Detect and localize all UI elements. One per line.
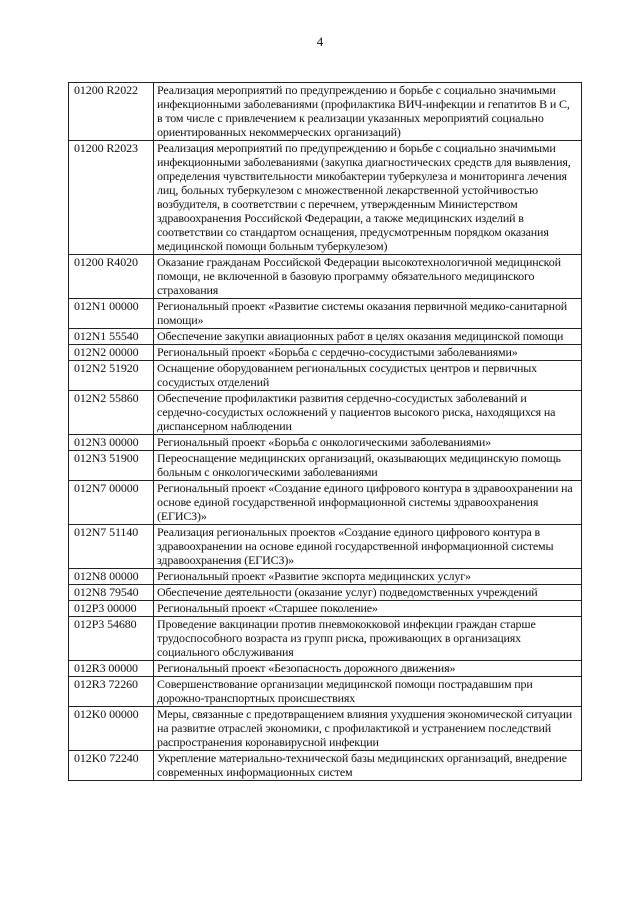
description-cell: Меры, связанные с предотвращением влияния ухудшения экономической ситуации на развитие отраслей экономики, с профилактикой и устранением последствий распространения коронавирусной инфекции [154,707,582,751]
table-row [69,391,582,435]
table-row [69,435,582,451]
table-row [69,751,582,781]
description-cell: Региональный проект «Развитие системы оказания первичной медико-санитарной помощи» [154,299,582,329]
description-cell: Реализация региональных проектов «Создание единого цифрового контура в здравоохранении на основе единой государственной информационной системы здравоохранения (ЕГИСЗ)» [154,525,582,569]
description-cell: Оснащение оборудованием региональных сосудистых центров и первичных сосудистых отделений [154,361,582,391]
description-cell: Реализация мероприятий по предупреждению и борьбе с социально значимыми инфекционными заболеваниями (закупка диагностических средств для выявления, определения чувствительности микобактерии туберкулеза и мониторинга лечения лиц, больных туберкулезом с множественной лекарственной устойчивостью возбудителя, в соответствии с перечнем, утвержденным Министерством здравоохранения Российской Федерации, а также медицинских изделий в соответствии со стандартом оснащения, предусмотренным порядком оказания медицинской помощи больным туберкулезом) [154,141,582,255]
table-row [69,141,582,255]
code-cell: 01200 R4020 [69,255,154,299]
description-cell: Региональный проект «Старшее поколение» [154,601,582,617]
table-row [69,617,582,661]
description-cell: Укрепление материально-технической базы медицинских организаций, внедрение современных информационных систем [154,751,582,781]
code-cell: 01200 R2022 [69,83,154,141]
code-cell: 012N7 51140 [69,525,154,569]
description-cell: Региональный проект «Борьба с онкологическими заболеваниями» [154,435,582,451]
code-cell: 012N2 00000 [69,345,154,361]
table-row [69,329,582,345]
code-cell: 012N1 00000 [69,299,154,329]
table-row [69,707,582,751]
code-cell: 012K0 00000 [69,707,154,751]
code-cell: 012N2 51920 [69,361,154,391]
code-cell: 012N2 55860 [69,391,154,435]
code-cell: 012N1 55540 [69,329,154,345]
description-cell: Региональный проект «Борьба с сердечно-сосудистыми заболеваниями» [154,345,582,361]
code-cell: 012N3 51900 [69,451,154,481]
page-number: 4 [316,34,324,49]
description-cell: Проведение вакцинации против пневмококковой инфекции граждан старше трудоспособного возраста из групп риска, проживающих в организациях социального обслуживания [154,617,582,661]
table-row [69,661,582,677]
code-cell: 012N7 00000 [69,481,154,525]
table-row [69,299,582,329]
table-row [69,345,582,361]
description-cell: Оказание гражданам Российской Федерации высокотехнологичной медицинской помощи, не включенной в базовую программу обязательного медицинского страхования [154,255,582,299]
description-cell: Переоснащение медицинских организаций, оказывающих медицинскую помощь больным с онкологическими заболеваниями [154,451,582,481]
code-cell: 012P3 54680 [69,617,154,661]
description-cell: Региональный проект «Создание единого цифрового контура в здравоохранении на основе единой государственной информационной системы здравоохранения (ЕГИСЗ)» [154,481,582,525]
code-cell: 012K0 72240 [69,751,154,781]
description-cell: Обеспечение профилактики развития сердечно-сосудистых заболеваний и сердечно-сосудистых осложнений у пациентов высокого риска, находящихся на диспансерном наблюдении [154,391,582,435]
description-cell: Реализация мероприятий по предупреждению и борьбе с социально значимыми инфекционными заболеваниями (профилактика ВИЧ-инфекции и гепатитов В и С, в том числе с привлечением к реализации указанных мероприятий социально ориентированных некоммерческих организаций) [154,83,582,141]
table-row [69,585,582,601]
table-row [69,601,582,617]
code-cell: 012N8 00000 [69,569,154,585]
table-row [69,361,582,391]
description-cell: Региональный проект «Развитие экспорта медицинских услуг» [154,569,582,585]
code-cell: 012P3 00000 [69,601,154,617]
description-cell: Совершенствование организации медицинской помощи пострадавшим при дорожно-транспортных происшествиях [154,677,582,707]
budget-code-table [68,82,582,781]
table-row [69,451,582,481]
code-cell: 012N8 79540 [69,585,154,601]
table-row [69,677,582,707]
code-cell: 012R3 72260 [69,677,154,707]
description-cell: Региональный проект «Безопасность дорожного движения» [154,661,582,677]
table-row [69,569,582,585]
code-cell: 012R3 00000 [69,661,154,677]
description-cell: Обеспечение деятельности (оказание услуг) подведомственных учреждений [154,585,582,601]
table-row [69,525,582,569]
table-row [69,481,582,525]
code-cell: 01200 R2023 [69,141,154,255]
code-cell: 012N3 00000 [69,435,154,451]
table-row [69,83,582,141]
table-row [69,255,582,299]
description-cell: Обеспечение закупки авиационных работ в целях оказания медицинской помощи [154,329,582,345]
